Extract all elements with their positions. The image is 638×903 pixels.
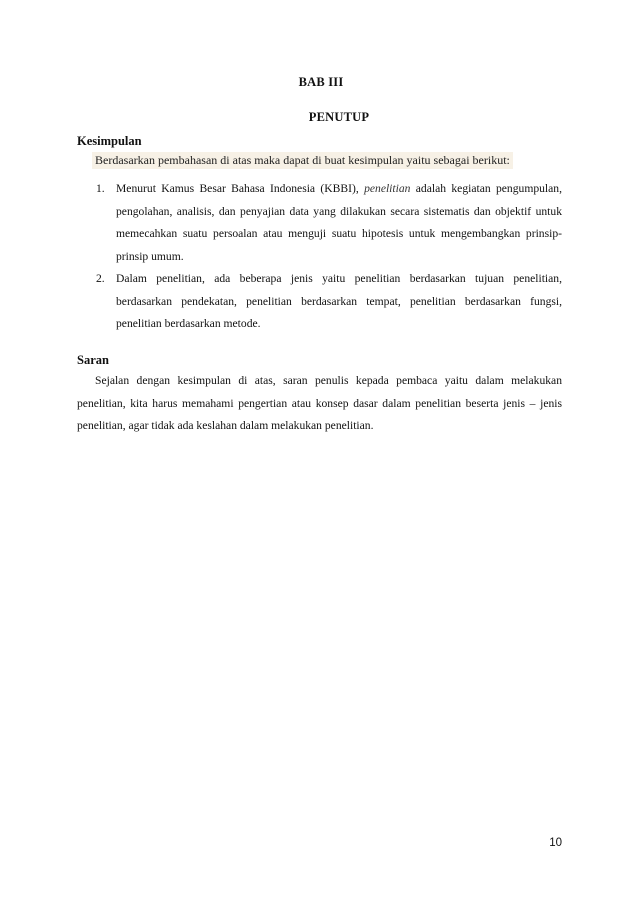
list-item-term: penelitian [364,182,411,195]
list-item [96,268,562,336]
list-item-number: 2. [96,272,105,285]
saran-paragraph: Sejalan dengan kesimpulan di atas, saran penulis kepada pembaca yaitu dalam melakukan penelitian, kita harus memahami pengertian atau konsep dasar dalam penelitian beserta jenis – jenis penelitian, agar tidak ada keslahan dalam melakukan penelitian. [77,374,562,432]
list-item-text-before: Menurut Kamus Besar Bahasa Indonesia (KBBI), [116,182,365,195]
conclusion-list [96,178,562,336]
page-number: 10 [549,837,562,849]
kesimpulan-heading: Kesimpulan [77,134,142,148]
list-item-text-after: adalah kegiatan pengumpulan, pengolahan, analisis, dan penyajian data yang dilakukan secara sistematis dan objektif untuk memecahkan suatu persoalan atau menguji suatu hipotesis untuk mengembangkan prinsip-prinsip umum. [116,182,562,263]
list-item-number: 1. [96,182,105,195]
list-item-text-before: Dalam penelitian, ada beberapa jenis yaitu penelitian berdasarkan tujuan penelitian, berdasarkan pendekatan, penelitian berdasarkan tempat, penelitian berdasarkan fungsi, penelitian berdasarkan metode. [116,272,562,330]
chapter-label: BAB III [298,75,344,89]
chapter-title: PENUTUP [308,110,370,124]
list-item [96,178,562,268]
kesimpulan-intro: Berdasarkan pembahasan di atas maka dapat di buat kesimpulan yaitu sebagai berikut: [92,152,513,169]
saran-heading: Saran [77,353,109,367]
